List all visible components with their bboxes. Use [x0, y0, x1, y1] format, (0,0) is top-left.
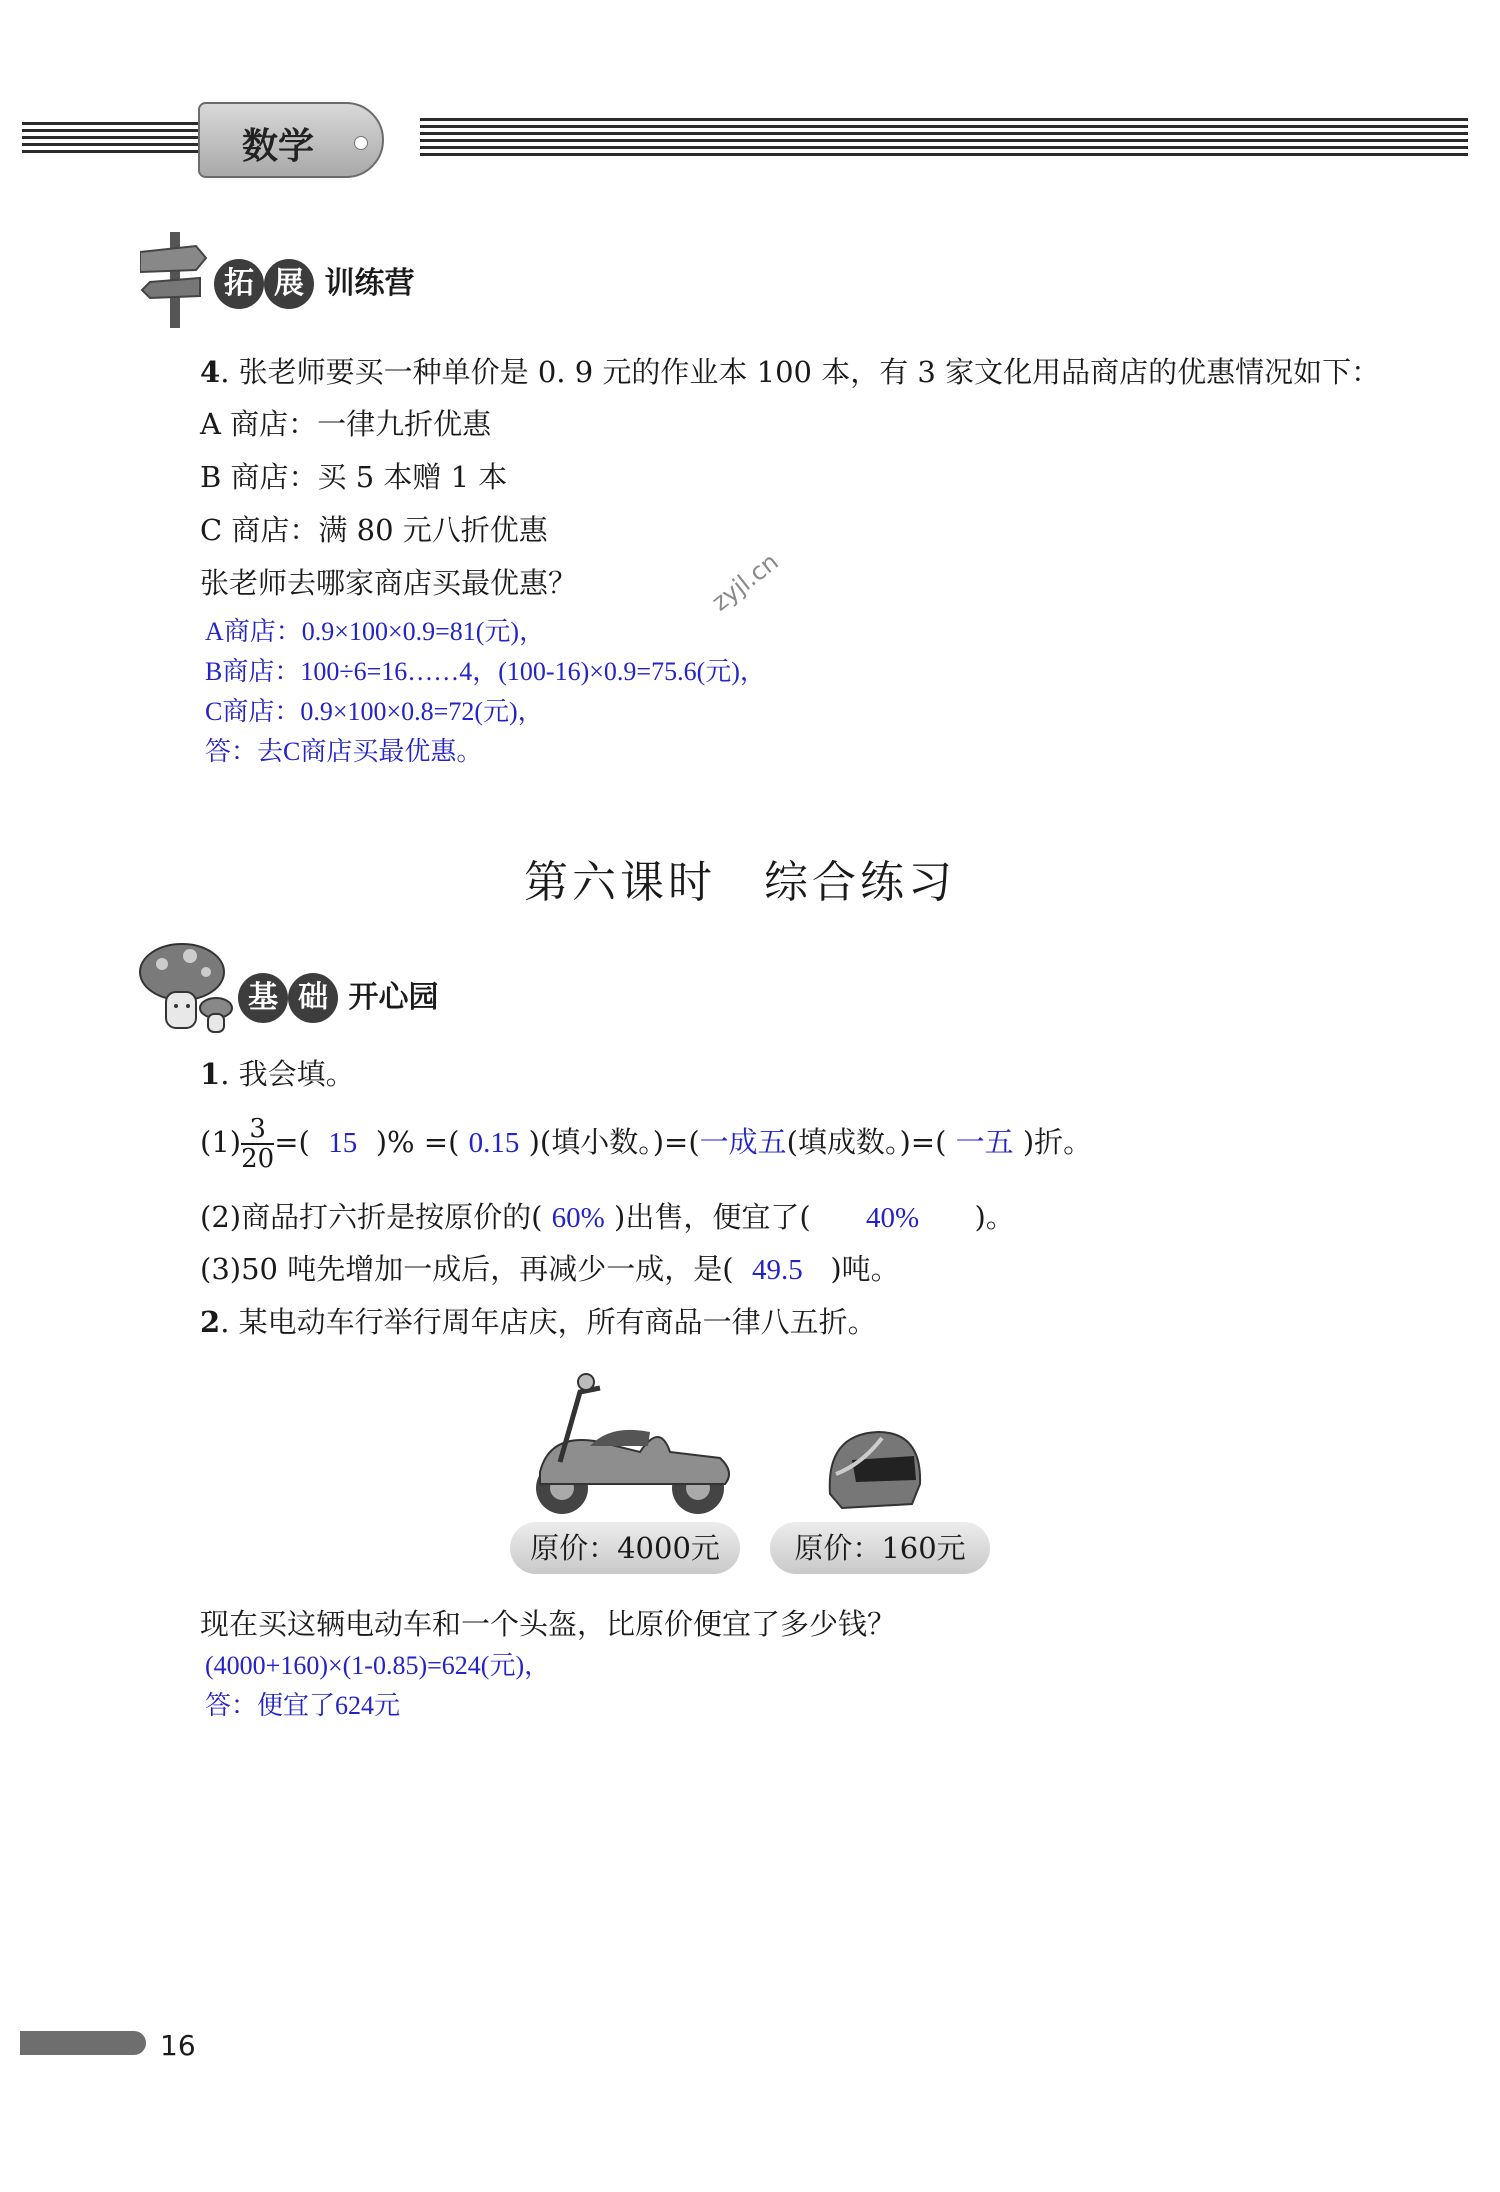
question-text: . 张老师要买一种单价是 0. 9 元的作业本 100 本，有 3 家文化用品商店的优惠情况如下： [220, 355, 1381, 389]
badge-rest: 开心园 [348, 980, 439, 1015]
price-tag-scooter: 原价：4000元 [510, 1522, 740, 1574]
option-b: B 商店：买 5 本赠 1 本 [200, 460, 508, 494]
text-segment: )折。 [1022, 1125, 1093, 1159]
answer-blank-3: 一成五 [699, 1127, 787, 1159]
watermark: zyjl.cn [706, 547, 784, 617]
text-segment: (3)50 吨先增加一成后，再减少一成，是( [200, 1252, 734, 1286]
scooter-icon [520, 1362, 740, 1522]
header-lines-right [420, 118, 1468, 160]
answer-blank-2: 0.15 [468, 1127, 520, 1159]
question-1-3 [200, 1249, 900, 1290]
lesson-title: 第六课时 综合练习 [524, 857, 956, 908]
sub-index: (1) [200, 1125, 242, 1159]
question-ask: 张老师去哪家商店买最优惠？ [200, 566, 578, 600]
text-segment: )% =( [375, 1125, 460, 1159]
answer-blank-4: 一五 [955, 1127, 1014, 1159]
answer-blank-1: 15 [328, 1127, 358, 1159]
answer-2-calc: (4000+160)×(1-0.85)=624(元)， [205, 1651, 551, 1680]
answer-2-final: 答：便宜了624元 [205, 1691, 401, 1720]
text-segment: (填成数。)=( [786, 1125, 947, 1159]
question-number: 1 [200, 1057, 221, 1091]
question-1-2 [200, 1197, 1015, 1238]
text-segment: =( [274, 1125, 310, 1159]
answer-final: 答：去C商店买最优惠。 [205, 737, 483, 766]
question-text: . 某电动车行举行周年店庆，所有商品一律八五折。 [220, 1305, 877, 1339]
fraction-denominator: 20 [241, 1144, 275, 1174]
section-badge-basic [238, 972, 438, 1023]
answer-b: B商店：100÷6=16……4，(100-16)×0.9=75.6(元)， [205, 657, 766, 686]
section-badge-extension [214, 258, 414, 309]
question-text: . 我会填。 [220, 1057, 355, 1091]
option-a: A 商店：一律九折优惠 [200, 407, 492, 441]
question-4 [200, 352, 1380, 392]
fraction [241, 1115, 274, 1173]
question-1 [200, 1054, 355, 1094]
question-2-ask: 现在买这辆电动车和一个头盔，比原价便宜了多少钱？ [200, 1607, 897, 1641]
subject-tab [198, 102, 384, 178]
text-segment: )。 [974, 1200, 1015, 1234]
subject-label: 数学 [242, 126, 315, 167]
badge-char-1: 基 [238, 973, 288, 1023]
fraction-numerator: 3 [241, 1115, 274, 1145]
badge-rest: 训练营 [324, 266, 415, 301]
signpost-icon [140, 232, 210, 328]
answer-a: A商店：0.9×100×0.9=81(元)， [205, 617, 546, 646]
badge-char-2: 展 [264, 259, 314, 309]
answer-blank-5: 60% [551, 1202, 605, 1234]
text-segment: (2)商品打六折是按原价的( [200, 1200, 543, 1234]
mushroom-icon [138, 938, 234, 1034]
helmet-icon [822, 1424, 926, 1514]
page-bar [20, 2031, 146, 2055]
text-segment: )(填小数。)=( [528, 1125, 700, 1159]
badge-char-2: 础 [288, 973, 338, 1023]
question-number: 2 [200, 1305, 221, 1339]
badge-char-1: 拓 [214, 259, 264, 309]
answer-blank-7: 49.5 [751, 1254, 803, 1286]
tab-hole-icon [354, 136, 368, 150]
option-c: C 商店：满 80 元八折优惠 [200, 513, 548, 547]
price-tag-helmet: 原价：160元 [770, 1522, 990, 1574]
question-number: 4 [200, 355, 221, 389]
question-1-1 [200, 1110, 1092, 1175]
answer-c: C商店：0.9×100×0.8=72(元)， [205, 697, 544, 726]
page-number: 16 [160, 2029, 196, 2062]
header-lines-left [22, 122, 198, 157]
text-segment: )吨。 [830, 1252, 900, 1286]
text-segment: )出售，便宜了( [614, 1200, 811, 1234]
answer-blank-6: 40% [865, 1202, 920, 1234]
question-2 [200, 1302, 877, 1342]
